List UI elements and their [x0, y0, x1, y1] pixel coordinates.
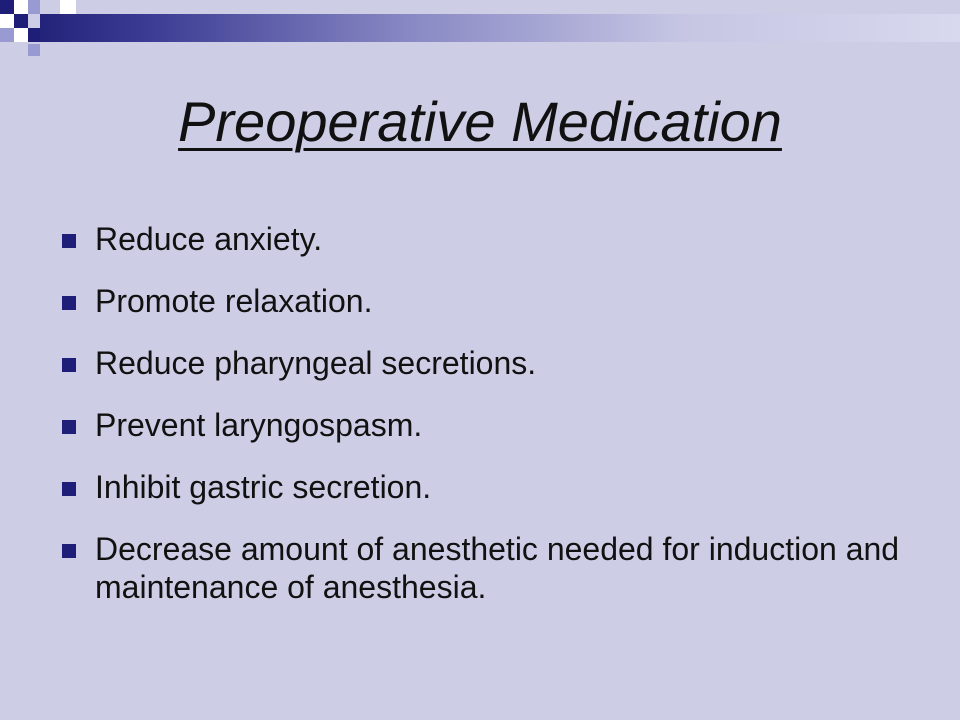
square-bullet-icon — [62, 234, 76, 248]
bullet-item — [62, 468, 942, 506]
decor-square — [0, 14, 14, 28]
decor-square — [0, 0, 14, 14]
square-bullet-icon — [62, 358, 76, 372]
bullet-item — [62, 344, 942, 382]
decor-square — [28, 0, 40, 14]
slide-title: Preoperative Medication — [178, 90, 782, 153]
bullet-text: Decrease amount of anesthetic needed for induction and maintenance of anesthesia. — [95, 531, 900, 605]
decor-square — [28, 44, 40, 56]
square-bullet-icon — [62, 482, 76, 496]
bullet-item — [62, 406, 942, 444]
decor-square — [14, 14, 28, 28]
decor-square — [28, 28, 40, 42]
square-bullet-icon — [62, 296, 76, 310]
bullet-text: Promote relaxation. — [95, 283, 373, 319]
decor-square — [0, 28, 14, 42]
square-bullet-icon — [62, 544, 76, 558]
decor-square — [14, 28, 28, 42]
decor-square — [60, 0, 76, 14]
square-bullet-icon — [62, 420, 76, 434]
bullet-text: Prevent laryngospasm. — [95, 407, 423, 443]
bullet-text: Inhibit gastric secretion. — [95, 469, 432, 505]
bullet-item — [62, 220, 942, 258]
bullet-text: Reduce anxiety. — [95, 221, 323, 257]
bullet-text: Reduce pharyngeal secretions. — [95, 345, 537, 381]
decor-square — [14, 0, 28, 14]
bullet-item — [62, 282, 942, 320]
bullet-list — [62, 220, 942, 630]
bullet-item — [62, 530, 942, 606]
header-gradient-bar — [40, 14, 960, 42]
